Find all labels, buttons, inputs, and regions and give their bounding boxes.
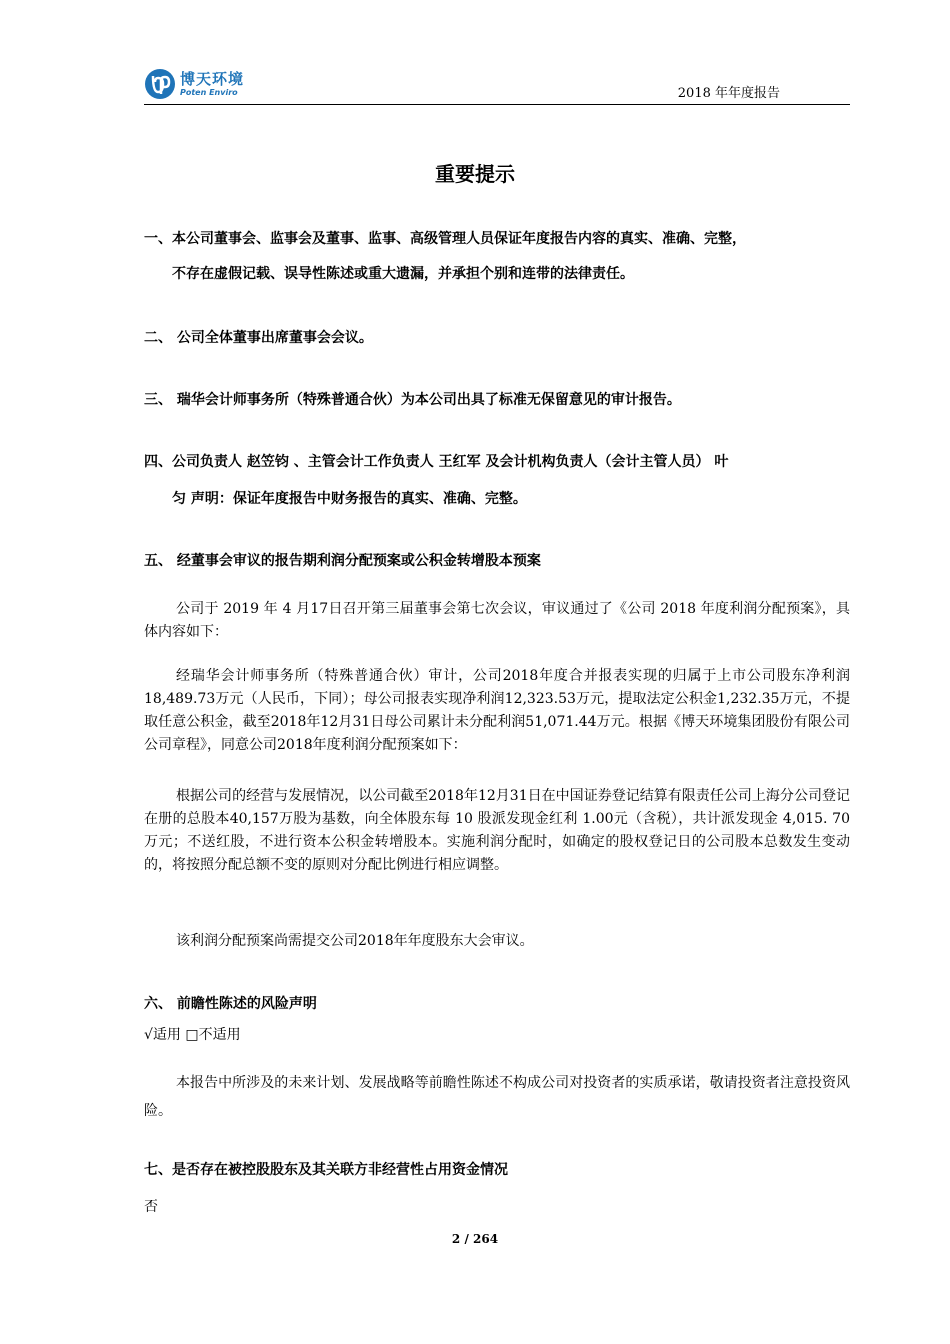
item-six-heading: 六、 前瞻性陈述的风险声明 [144,996,317,1012]
paragraph-meeting: 公司于 2019 年 4 月17日召开第三届董事会第七次会议，审议通过了《公司 2018 年度利润分配预案》，具体内容如下： [144,601,850,640]
paragraph-audit: 经瑞华会计师事务所（特殊普通合伙）审计，公司2018年度合并报表实现的归属于上市公司股东净利润18,489.73万元（人民币，下同）；母公司报表实现净利润12,323.53万元，提取法定公积金1,232.35万元，不提取任意公积金，截至2018年12月31日母公司累计未分配利润51,071.44万元。根据《博天环境集团股份有限公司公司章程》，同意公司2018年度利润分配预案如下： [144,668,850,753]
item-four-line2: 匀 声明：保证年度报告中财务报告的真实、准确、完整。 [172,491,527,507]
page-number: 2 / 264 [451,1232,499,1246]
paragraph-forward-looking: 本报告中所涉及的未来计划、发展战略等前瞻性陈述不构成公司对投资者的实质承诺，敬请投资者注意投资风险。 [144,1075,850,1119]
page-header [144,64,850,105]
logo-icon [144,68,176,100]
company-logo [144,66,244,102]
item-five-heading: 五、 经董事会审议的报告期利润分配预案或公积金转增股本预案 [144,553,541,569]
page-title: 重要提示 [435,162,515,186]
paragraph-approval: 该利润分配预案尚需提交公司2018年年度股东大会审议。 [176,933,534,949]
applicable-checkbox-row: √适用 □不适用 [144,1027,241,1043]
item-four-line1: 四、公司负责人 赵笠钧 、主管会计工作负责人 王红军 及会计机构负责人（会计主管人员） 叶 [144,454,729,470]
item-seven-answer: 否 [144,1199,158,1215]
report-title: 2018 年年度报告 [677,86,780,101]
item-one-line1: 一、本公司董事会、监事会及董事、监事、高级管理人员保证年度报告内容的真实、准确、完整， [144,231,746,247]
logo-english-name: Poten Enviro [180,87,238,97]
item-two: 二、 公司全体董事出席董事会会议。 [144,330,373,346]
item-one-line2: 不存在虚假记载、误导性陈述或重大遗漏，并承担个别和连带的法律责任。 [172,266,634,282]
logo-chinese-name: 博天环境 [180,69,245,88]
item-seven-heading: 七、是否存在被控股股东及其关联方非经营性占用资金情况 [144,1162,508,1178]
item-three: 三、 瑞华会计师事务所（特殊普通合伙）为本公司出具了标准无保留意见的审计报告。 [144,392,681,408]
paragraph-distribution: 根据公司的经营与发展情况，以公司截至2018年12月31日在中国证券登记结算有限责任公司上海分公司登记在册的总股本40,157万股为基数，向全体股东每 10 股派发现金红利 1.00元（含税），共计派发现金 4,015. 70万元；不送红股，不进行资本公积金转增股本。实施利润分配时，如确定的股权登记日的公司股本总数发生变动的，将按照分配总额不变的原则对分配比例进行相应调整。 [144,788,850,873]
